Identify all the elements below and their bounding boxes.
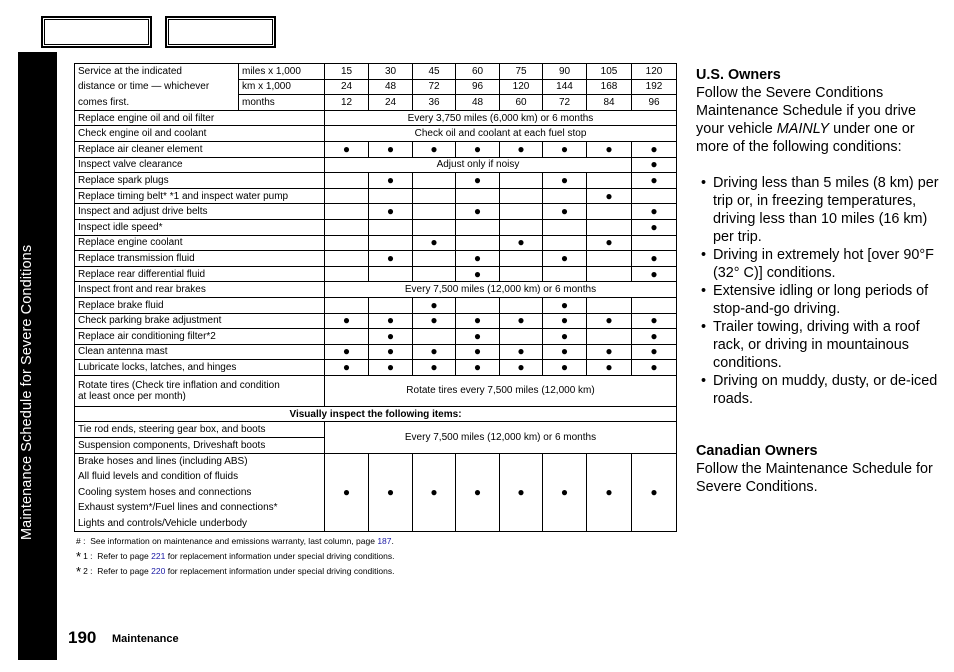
conditions-list [696, 174, 946, 408]
table-row [75, 204, 677, 220]
condition-item: • Driving on muddy, dusty, or de-iced roads. [696, 372, 946, 408]
interval-label: Service at the indicated [75, 64, 239, 80]
schedule-dot: ● [413, 344, 456, 360]
schedule-dot: ● [543, 360, 587, 376]
schedule-dot: ● [587, 313, 632, 329]
service-note: Check oil and coolant at each fuel stop [325, 126, 677, 142]
empty-cell [543, 266, 587, 282]
schedule-dot: ● [456, 173, 500, 189]
table-row [75, 360, 677, 376]
rotate-tires-line-1: Rotate tires (Check tire inflation and condition [78, 379, 280, 391]
empty-cell [456, 219, 500, 235]
table-row [75, 344, 677, 360]
schedule-dot: ● [500, 235, 543, 251]
nav-tab-button-1[interactable] [41, 16, 152, 48]
schedule-dot: ● [632, 344, 677, 360]
schedule-dot: ● [500, 141, 543, 157]
empty-cell [325, 188, 369, 204]
condition-item: • Extensive idling or long periods of stop-and-go driving. [696, 282, 946, 318]
empty-cell [413, 266, 456, 282]
empty-cell [632, 235, 677, 251]
schedule-dot: ● [543, 141, 587, 157]
interval-value: 168 [587, 79, 632, 95]
schedule-dot: ● [587, 235, 632, 251]
interval-value: 30 [369, 64, 413, 80]
interval-value: 36 [413, 95, 456, 111]
interval-value: 84 [587, 95, 632, 111]
schedule-dot: ● [500, 344, 543, 360]
service-note: Adjust only if noisy [325, 157, 632, 173]
empty-cell [413, 204, 456, 220]
footnote-1: * 1 : Refer to page 221 for replacement information under special driving conditions. [76, 549, 395, 564]
table-row [75, 126, 677, 142]
service-item-label: Check engine oil and coolant [75, 126, 325, 142]
schedule-dot: ● [543, 313, 587, 329]
interval-value: 60 [500, 95, 543, 111]
schedule-dot: ● [632, 313, 677, 329]
service-note: Every 7,500 miles (12,000 km) or 6 months [325, 282, 677, 298]
schedule-dot: ● [369, 329, 413, 345]
empty-cell [632, 297, 677, 313]
service-item-label: Inspect valve clearance [75, 157, 325, 173]
condition-item: • Driving in extremely hot [over 90°F (32° C)] conditions. [696, 246, 946, 282]
visual-item-row [75, 422, 677, 438]
empty-cell [325, 297, 369, 313]
interval-value: 24 [325, 79, 369, 95]
schedule-dot: ● [456, 453, 500, 531]
schedule-dot: ● [456, 313, 500, 329]
schedule-dot: ● [632, 453, 677, 531]
table-row [75, 141, 677, 157]
us-owners-intro: Follow the Severe Conditions Maintenance Schedule if you drive your vehicle MAINLY under one or more of the following conditions: [696, 85, 916, 155]
interval-value: 90 [543, 64, 587, 80]
visual-item-label: Tie rod ends, steering gear box, and boots [75, 422, 325, 438]
empty-cell [587, 251, 632, 267]
schedule-dot: ● [632, 329, 677, 345]
service-item-label: Inspect idle speed* [75, 219, 325, 235]
empty-cell [413, 329, 456, 345]
table-row [75, 313, 677, 329]
page-number: 190 [68, 628, 97, 647]
schedule-dot: ● [369, 453, 413, 531]
service-item-label: Replace transmission fluid [75, 251, 325, 267]
page-link-221[interactable]: 221 [151, 551, 166, 561]
table-row [75, 173, 677, 189]
schedule-dot: ● [500, 313, 543, 329]
empty-cell [325, 251, 369, 267]
empty-cell [369, 219, 413, 235]
interval-value: 72 [413, 79, 456, 95]
empty-cell [587, 204, 632, 220]
rotate-tires-label [75, 375, 325, 406]
schedule-dot: ● [369, 173, 413, 189]
schedule-dot: ● [632, 141, 677, 157]
empty-cell [456, 235, 500, 251]
interval-value: 24 [369, 95, 413, 111]
schedule-dot: ● [632, 173, 677, 189]
empty-cell [500, 266, 543, 282]
interval-unit: km x 1,000 [239, 79, 325, 95]
empty-cell [587, 297, 632, 313]
service-item-label: Replace rear differential fluid [75, 266, 325, 282]
empty-cell [369, 297, 413, 313]
empty-cell [500, 188, 543, 204]
empty-cell [369, 188, 413, 204]
schedule-dot: ● [413, 313, 456, 329]
interval-value: 48 [456, 95, 500, 111]
condition-item: • Trailer towing, driving with a roof rack, or driving in mountainous conditions. [696, 318, 946, 372]
service-item-label: Replace engine coolant [75, 235, 325, 251]
rotate-tires-row [75, 375, 677, 406]
empty-cell [500, 204, 543, 220]
interval-value: 96 [632, 95, 677, 111]
visual-inspection-header-row [75, 406, 677, 422]
service-item-label: Clean antenna mast [75, 344, 325, 360]
empty-cell [587, 329, 632, 345]
table-row [75, 297, 677, 313]
interval-value: 120 [500, 79, 543, 95]
schedule-dot: ● [456, 360, 500, 376]
schedule-dot: ● [632, 204, 677, 220]
interval-value: 96 [456, 79, 500, 95]
table-row [75, 251, 677, 267]
interval-value: 60 [456, 64, 500, 80]
schedule-dot: ● [543, 173, 587, 189]
empty-cell [500, 173, 543, 189]
empty-cell [325, 235, 369, 251]
schedule-dot: ● [632, 219, 677, 235]
schedule-dot: ● [413, 235, 456, 251]
schedule-dot: ● [325, 453, 369, 531]
interval-header-row [75, 79, 677, 95]
empty-cell [587, 266, 632, 282]
empty-cell [543, 235, 587, 251]
canadian-owners-text: Follow the Maintenance Schedule for Severe Conditions. [696, 461, 933, 495]
empty-cell [456, 188, 500, 204]
empty-cell [325, 266, 369, 282]
schedule-dot: ● [500, 453, 543, 531]
rotate-tires-line-2: at least once per month) [78, 390, 186, 402]
visual-item-label: Lights and controls/Vehicle underbody [75, 516, 325, 532]
schedule-dot: ● [543, 453, 587, 531]
schedule-dot: ● [632, 157, 677, 173]
empty-cell [500, 219, 543, 235]
service-item-label: Inspect front and rear brakes [75, 282, 325, 298]
schedule-dot: ● [500, 360, 543, 376]
schedule-dot: ● [456, 204, 500, 220]
service-item-label: Replace air conditioning filter*2 [75, 329, 325, 345]
table-row [75, 219, 677, 235]
schedule-dot: ● [587, 453, 632, 531]
schedule-dot: ● [413, 141, 456, 157]
schedule-dot: ● [413, 453, 456, 531]
rotate-tires-note: Rotate tires every 7,500 miles (12,000 km) [325, 375, 677, 406]
empty-cell [500, 297, 543, 313]
service-item-label: Replace timing belt* *1 and inspect water pump [75, 188, 325, 204]
interval-value: 48 [369, 79, 413, 95]
schedule-dot: ● [325, 141, 369, 157]
empty-cell [413, 251, 456, 267]
visual-item-row [75, 453, 677, 469]
visual-item-label: Suspension components, Driveshaft boots [75, 438, 325, 454]
interval-value: 12 [325, 95, 369, 111]
schedule-dot: ● [456, 266, 500, 282]
service-item-label: Replace air cleaner element [75, 141, 325, 157]
empty-cell [543, 188, 587, 204]
maintenance-schedule-table [74, 63, 677, 532]
interval-value: 45 [413, 64, 456, 80]
interval-value: 192 [632, 79, 677, 95]
empty-cell [413, 219, 456, 235]
schedule-dot: ● [325, 344, 369, 360]
schedule-dot: ● [587, 141, 632, 157]
empty-cell [632, 188, 677, 204]
condition-item: • Driving less than 5 miles (8 km) per trip or, in freezing temperatures, driving less than 10 miles (16 km) per trip. [696, 174, 946, 246]
schedule-dot: ● [369, 141, 413, 157]
schedule-dot: ● [587, 344, 632, 360]
interval-value: 105 [587, 64, 632, 80]
schedule-dot: ● [587, 360, 632, 376]
empty-cell [456, 297, 500, 313]
visual-item-label: All fluid levels and condition of fluids [75, 469, 325, 485]
schedule-dot: ● [325, 360, 369, 376]
empty-cell [325, 219, 369, 235]
empty-cell [543, 219, 587, 235]
schedule-dot: ● [369, 251, 413, 267]
interval-label: distance or time — whichever [75, 79, 239, 95]
visual-item-label: Cooling system hoses and connections [75, 484, 325, 500]
service-item-label: Inspect and adjust drive belts [75, 204, 325, 220]
schedule-dot: ● [456, 344, 500, 360]
schedule-dot: ● [543, 251, 587, 267]
interval-value: 120 [632, 64, 677, 80]
table-row [75, 282, 677, 298]
service-note: Every 3,750 miles (6,000 km) or 6 months [325, 110, 677, 126]
table-row [75, 110, 677, 126]
service-item-label: Check parking brake adjustment [75, 313, 325, 329]
schedule-dot: ● [587, 188, 632, 204]
empty-cell [369, 266, 413, 282]
schedule-dot: ● [632, 266, 677, 282]
schedule-dot: ● [543, 344, 587, 360]
visual-item-label: Exhaust system*/Fuel lines and connections* [75, 500, 325, 516]
empty-cell [325, 329, 369, 345]
table-row [75, 235, 677, 251]
page-link-187[interactable]: 187 [377, 536, 392, 546]
us-owners-heading: U.S. Owners [696, 67, 781, 83]
schedule-dot: ● [456, 329, 500, 345]
page-section: Maintenance [112, 633, 179, 645]
footnote-2: * 2 : Refer to page 220 for replacement information under special driving conditions. [76, 564, 395, 579]
canadian-owners-heading: Canadian Owners [696, 443, 818, 459]
empty-cell [587, 173, 632, 189]
visual-inspection-header: Visually inspect the following items: [75, 406, 677, 422]
schedule-dot: ● [413, 297, 456, 313]
interval-value: 144 [543, 79, 587, 95]
visual-item-label: Brake hoses and lines (including ABS) [75, 453, 325, 469]
page-link-220[interactable]: 220 [151, 566, 166, 576]
nav-tab-button-2[interactable] [165, 16, 276, 48]
schedule-dot: ● [325, 313, 369, 329]
schedule-dot: ● [413, 360, 456, 376]
service-item-label: Replace spark plugs [75, 173, 325, 189]
interval-unit: miles x 1,000 [239, 64, 325, 80]
interval-value: 15 [325, 64, 369, 80]
interval-unit: months [239, 95, 325, 111]
table-row [75, 329, 677, 345]
schedule-dot: ● [632, 360, 677, 376]
empty-cell [413, 188, 456, 204]
interval-value: 72 [543, 95, 587, 111]
interval-header-row [75, 95, 677, 111]
empty-cell [413, 173, 456, 189]
schedule-dot: ● [632, 251, 677, 267]
empty-cell [325, 173, 369, 189]
service-item-label: Lubricate locks, latches, and hinges [75, 360, 325, 376]
schedule-dot: ● [369, 344, 413, 360]
schedule-dot: ● [369, 204, 413, 220]
table-row [75, 157, 677, 173]
empty-cell [587, 219, 632, 235]
owners-panel [696, 66, 946, 495]
table-row [75, 188, 677, 204]
interval-label: comes first. [75, 95, 239, 111]
schedule-dot: ● [369, 360, 413, 376]
empty-cell [325, 204, 369, 220]
service-item-label: Replace brake fluid [75, 297, 325, 313]
canadian-owners-section [696, 442, 946, 496]
schedule-dot: ● [543, 329, 587, 345]
footnotes [76, 534, 395, 579]
interval-value: 75 [500, 64, 543, 80]
service-item-label: Replace engine oil and oil filter [75, 110, 325, 126]
schedule-dot: ● [369, 313, 413, 329]
visual-group-note: Every 7,500 miles (12,000 km) or 6 months [325, 422, 677, 453]
schedule-dot: ● [456, 251, 500, 267]
schedule-dot: ● [543, 204, 587, 220]
footnote-warranty: # : See information on maintenance and emissions warranty, last column, page 187. [76, 536, 394, 546]
empty-cell [500, 329, 543, 345]
empty-cell [369, 235, 413, 251]
empty-cell [500, 251, 543, 267]
table-row [75, 266, 677, 282]
interval-header-row [75, 64, 677, 80]
schedule-dot: ● [543, 297, 587, 313]
schedule-dot: ● [456, 141, 500, 157]
